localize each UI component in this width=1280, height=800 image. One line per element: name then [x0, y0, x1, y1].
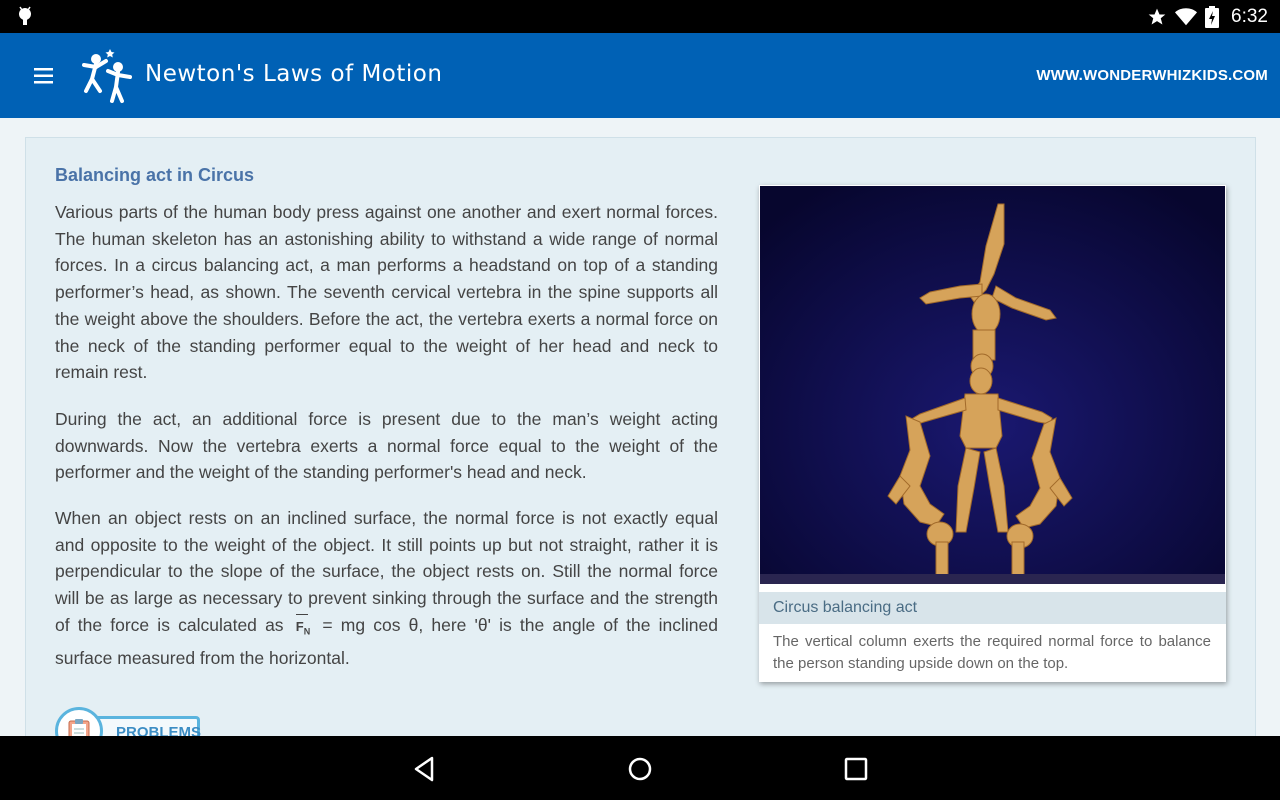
hamburger-menu-icon[interactable]: [22, 64, 64, 88]
website-link[interactable]: WWW.WONDERWHIZKIDS.COM: [1036, 67, 1268, 84]
wifi-icon: [1175, 7, 1197, 27]
paragraph-3-start: When an object rests on an inclined surface, the normal force is not exactly equal and opposite to the weight of the object. It still points up but not straight, rather it is perpendicular to the slope of the surface, the object rests on. Still the normal force will be as large as necessary to prevent sinking through the surface and the strength of the force is calculated as: [55, 508, 718, 635]
caption-title: Circus balancing act: [759, 592, 1226, 624]
content-area[interactable]: [0, 118, 1280, 736]
circus-photo[interactable]: [760, 186, 1225, 584]
paragraph-3: [55, 505, 718, 672]
paragraph-3-end: = mg cos θ, here 'θ' is the angle of the inclined surface measured from the horizontal.: [55, 614, 718, 669]
page-title: Newton's Laws of Motion: [145, 61, 443, 87]
normal-force-symbol: [296, 614, 310, 645]
wonderwhizkids-logo-icon: [78, 45, 140, 107]
paragraph-2: During the act, an additional force is present due to the man’s weight acting downwards. Now the vertebra exerts a normal force equal to the weight of the performer and the weight of the standing performer's head and neck.: [55, 409, 718, 483]
force-symbol: F: [295, 618, 304, 634]
paragraph-1: Various parts of the human body press against one another and exert normal forces. The human skeleton has an astonishing ability to withstand a wide range of normal forces. In a circus balancing act, a man performs a headstand on top of a standing performer’s head, as shown. The seventh cervical vertebra in the spine supports all the weight above the shoulders. Before the act, the vertebra exerts a normal force on the neck of the standing performer equal to the weight of her head and neck to remain rest.: [55, 202, 718, 383]
article-card: [25, 137, 1256, 736]
article-heading: Balancing act in Circus: [55, 165, 255, 185]
home-icon[interactable]: [625, 754, 655, 784]
problems-label: PROBLEMS: [116, 724, 202, 736]
app-bar: [0, 33, 1280, 118]
battery-charging-icon: [1205, 6, 1219, 28]
problems-icon-circle: [55, 707, 103, 736]
caption-text: The vertical column exerts the required normal force to balance the person standing upside down on the top.: [773, 633, 1211, 672]
status-bar: [0, 0, 1280, 33]
figure-card: [759, 185, 1226, 682]
force-subscript: N: [303, 626, 311, 637]
status-icons: [1147, 0, 1268, 33]
recents-icon[interactable]: [841, 754, 871, 784]
back-icon[interactable]: [410, 754, 440, 784]
system-nav-bar: [0, 736, 1280, 800]
circus-acrobats-illustration: [760, 186, 1225, 584]
clock: 6:32: [1231, 5, 1268, 27]
android-debug-icon: [16, 6, 34, 26]
clipboard-icon: [58, 710, 100, 736]
star-icon: [1147, 7, 1167, 27]
